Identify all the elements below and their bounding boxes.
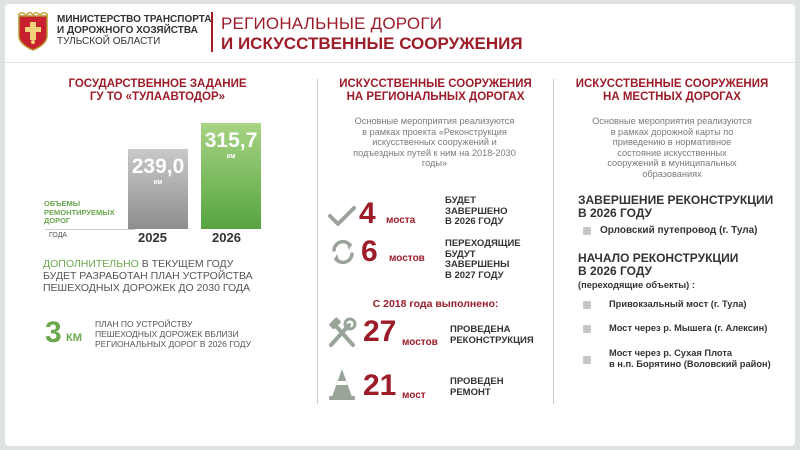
start-item-1: Привокзальный мост (г. Тула) — [609, 299, 747, 309]
coat-of-arms-icon — [16, 12, 50, 52]
start-item-3-line-2: в н.п. Борятино (Воловский район) — [609, 359, 771, 369]
right-desc-line-1: Основные мероприятия реализуются — [592, 116, 752, 126]
middle-heading — [323, 78, 548, 104]
completion-line-2: В 2026 ГОДУ — [578, 206, 653, 220]
org-line-2: И ДОРОЖНОГО ХОЗЯЙСТВА — [57, 25, 198, 36]
bar-2025-unit: км — [153, 179, 163, 186]
stat3-line-1: ПРОВЕДЕНА — [450, 324, 511, 335]
plan-note — [95, 320, 251, 349]
stat1-line-2: ЗАВЕРШЕНО — [445, 205, 508, 217]
extra-line-1: В ТЕКУЩЕМ ГОДУ — [138, 258, 234, 270]
stat4-line-1: ПРОВЕДЕН — [450, 376, 504, 387]
middle-desc-line-3: искусственных сооружений и — [372, 137, 497, 147]
ylabel-line-1: ОБЪЕМЫ — [44, 199, 81, 208]
bar-2026-unit: км — [226, 153, 236, 160]
extra-line-2: БУДЕТ РАЗРАБОТАН ПЛАН УСТРОЙСТВА — [43, 270, 253, 282]
plan-line-3: РЕГИОНАЛЬНЫХ ДОРОГ В 2026 ГОДУ — [95, 338, 252, 349]
right-desc-line-3: приведению в нормативное — [612, 137, 732, 147]
header-rule — [5, 62, 795, 63]
start-item-2: Мост через р. Мышега (г. Алексин) — [609, 323, 768, 333]
stat2-unit: мостов — [389, 253, 425, 264]
completion-line-1: ЗАВЕРШЕНИЕ РЕКОНСТРУКЦИИ — [578, 193, 774, 207]
stat2-label — [445, 239, 521, 281]
org-line-1: МИНИСТЕРСТВО ТРАНСПОРТА — [57, 14, 212, 25]
completion-heading — [578, 194, 773, 220]
column-divider-1 — [317, 79, 318, 404]
stat4-label — [450, 377, 504, 398]
completion-item: Орловский путепровод (г. Тула) — [600, 225, 758, 236]
extra-note — [43, 258, 253, 294]
right-heading-line-1: ИСКУССТВЕННЫЕ СООРУЖЕНИЯ — [575, 78, 769, 90]
bullet-icon — [583, 325, 591, 333]
column-divider-2 — [553, 79, 554, 404]
bar-2026 — [201, 123, 261, 229]
extra-line-3: ПЕШЕХОДНЫХ ДОРОЖЕК ДО 2030 ГОДА — [43, 282, 251, 294]
since-2018-label: С 2018 года выполнено: — [372, 298, 499, 310]
right-desc-line-6: образованиях — [642, 168, 702, 179]
bar-2025-value: 239,0 — [131, 155, 185, 178]
axis-line — [45, 229, 135, 230]
ministry-name — [57, 14, 211, 47]
stat4-value: 21 — [363, 369, 397, 402]
right-desc-line-2: в рамках дорожной карты по — [610, 126, 734, 137]
stat2-line-1: ПЕРЕХОДЯЩИЕ — [445, 238, 521, 249]
middle-heading-line-2: НА РЕГИОНАЛЬНЫХ ДОРОГАХ — [346, 91, 525, 103]
stat2-line-2: БУДУТ — [445, 248, 476, 260]
traffic-cone-icon — [327, 367, 357, 401]
right-description — [563, 116, 781, 179]
start-item-3 — [609, 348, 771, 370]
page-title-line-2: И ИСКУССТВЕННЫЕ СООРУЖЕНИЯ — [221, 34, 523, 53]
bullet-icon — [583, 356, 591, 364]
ylabel-line-3: ДОРОГ — [44, 216, 71, 225]
left-heading — [45, 78, 270, 104]
stat1-unit: моста — [386, 215, 416, 226]
start-line-2: В 2026 ГОДУ — [578, 264, 653, 278]
stat1-label — [445, 196, 507, 228]
stat3-unit: мостов — [402, 337, 438, 348]
km-unit: КМ — [66, 332, 82, 344]
right-desc-line-5: сооружений в муниципальных — [607, 158, 737, 168]
stat2-value: 6 — [361, 235, 378, 268]
tick-2026: 2026 — [212, 230, 241, 245]
right-heading — [558, 78, 786, 104]
bar-2025 — [128, 149, 188, 229]
page-title-line-1: РЕГИОНАЛЬНЫЕ ДОРОГИ — [221, 14, 443, 33]
header-divider — [211, 12, 213, 52]
stat1-value: 4 — [359, 197, 376, 230]
stat3-label — [450, 325, 534, 346]
stat4-unit: мост — [402, 390, 426, 401]
stat1-line-3: В 2026 ГОДУ — [445, 216, 504, 227]
plan-line-2: ПЕШЕХОДНЫХ ДОРОЖЕК ВБЛИЗИ — [95, 328, 239, 339]
stat4-line-2: РЕМОНТ — [450, 386, 491, 398]
infographic — [5, 4, 795, 446]
middle-desc-line-2: в рамках проекта «Реконструкция — [362, 126, 507, 137]
stat2-line-4: В 2027 ГОДУ — [445, 269, 504, 281]
start-line-1: НАЧАЛО РЕКОНСТРУКЦИИ — [578, 251, 739, 265]
start-note: (переходящие объекты) : — [578, 280, 695, 290]
bullet-icon — [583, 301, 591, 309]
extra-highlight: ДОПОЛНИТЕЛЬНО — [43, 258, 139, 270]
bar-2026-value: 315,7 — [204, 129, 258, 152]
middle-desc-line-1: Основные мероприятия реализуются — [354, 116, 515, 126]
middle-desc-line-5: годы» — [421, 158, 448, 168]
refresh-icon — [328, 237, 358, 267]
bullet-icon — [583, 227, 591, 235]
middle-heading-line-1: ИСКУССТВЕННЫЕ СООРУЖЕНИЯ — [339, 78, 532, 90]
chart-ylabel — [44, 200, 115, 226]
stat3-line-2: РЕКОНСТРУКЦИЯ — [450, 334, 534, 346]
middle-desc-line-4: подъездных путей к ним на 2018-2030 — [353, 147, 516, 158]
left-heading-line-1: ГОСУДАРСТВЕННОЕ ЗАДАНИЕ — [68, 78, 247, 90]
right-heading-line-2: НА МЕСТНЫХ ДОРОГАХ — [603, 91, 741, 103]
stat1-line-1: БУДЕТ — [445, 195, 476, 206]
start-item-3-line-1: Мост через р. Сухая Плота — [609, 348, 733, 358]
right-desc-line-4: состояние искусственных — [617, 147, 727, 158]
org-line-3: ТУЛЬСКОЙ ОБЛАСТИ — [57, 36, 161, 47]
middle-description — [327, 116, 542, 169]
checkmark-icon — [327, 204, 357, 228]
left-heading-line-2: ГУ ТО «ТУЛААВТОДОР» — [89, 91, 226, 103]
start-heading — [578, 252, 738, 278]
stat3-value: 27 — [363, 315, 397, 348]
stat2-line-3: ЗАВЕРШЕНЫ — [445, 259, 510, 270]
ylabel-line-2: РЕМОНТИРУЕМЫХ — [44, 207, 115, 217]
km-value: 3 — [45, 316, 62, 349]
plan-line-1: ПЛАН ПО УСТРОЙСТВУ — [95, 319, 193, 329]
hammer-wrench-icon — [327, 317, 357, 349]
tick-2025: 2025 — [138, 230, 167, 245]
chart-xlabel: ГОДА — [49, 232, 68, 239]
